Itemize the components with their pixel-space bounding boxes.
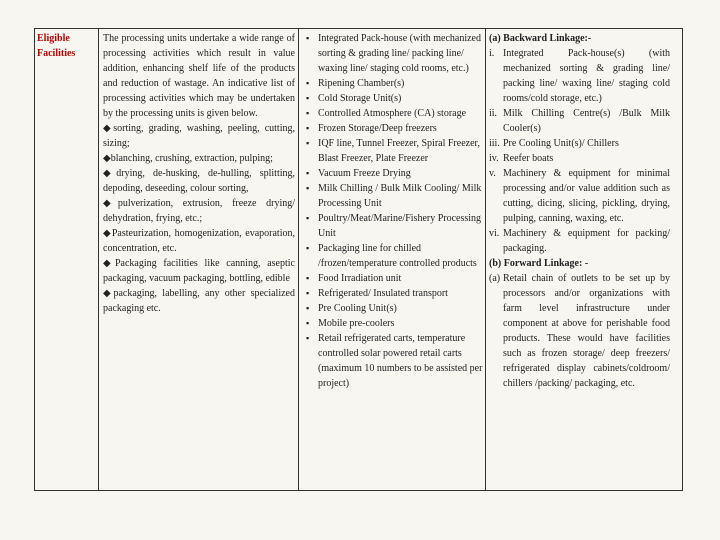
list-item: iv. Reefer boats — [489, 153, 554, 164]
backward-linkage-heading: (a) Backward Linkage:- — [489, 33, 592, 44]
list-item: v. Machinery & equipment for minimal processing and/or value addition such as cutting, dicing, slicing, pickling, drying, pulping, canning, waxing, etc. — [489, 168, 670, 224]
list-item: ▪ Pre Cooling Unit(s) — [306, 301, 483, 316]
list-item: iii. Pre Cooling Unit(s)/ Chillers — [489, 138, 619, 149]
list-item: ▪ Packaging line for chilled /frozen/temperature controlled products — [306, 241, 483, 271]
column-title: Eligible Facilities — [37, 33, 76, 59]
infrastructure-list — [306, 31, 483, 391]
list-item: ▪ Refrigerated/ Insulated transport — [306, 286, 483, 301]
processing-activities-column — [99, 29, 299, 490]
list-item: ▪ Food Irradiation unit — [306, 271, 483, 286]
list-item: (a) Retail chain of outlets to be set up by processors and/or organizations with farm level infrastructure under component at above for perishable food products. These would have facilities such as frozen storage/ deep freezers/ refrigerated display cabinets/coldroom/ chillers /packing/ packaging, etc. — [489, 273, 670, 389]
backward-linkage-list — [489, 46, 670, 256]
processing-activities-list — [103, 121, 295, 316]
list-item: ▪ Frozen Storage/Deep freezers — [306, 121, 483, 136]
list-item: ◆packaging, labelling, any other specialized packaging etc. — [103, 288, 295, 314]
list-item: ◆blanching, crushing, extraction, pulping; — [103, 153, 273, 164]
list-item: ▪ Cold Storage Unit(s) — [306, 91, 483, 106]
list-item: ▪ IQF line, Tunnel Freezer, Spiral Freezer, Blast Freezer, Plate Freezer — [306, 136, 483, 166]
forward-linkage-list — [489, 271, 670, 391]
list-item: ◆drying, de-husking, de-hulling, splitting, depoding, deseeding, colour sorting, — [103, 168, 295, 194]
list-item: ◆sorting, grading, washing, peeling, cutting, sizing; — [103, 123, 295, 149]
list-item: vi. Machinery & equipment for packing/ packaging. — [489, 228, 670, 254]
list-item: ◆Packaging facilities like canning, aseptic packaging, vacuum packaging, bottling, edible — [103, 258, 295, 284]
eligible-facilities-table — [34, 28, 683, 491]
forward-linkage-heading: (b) Forward Linkage: - — [489, 258, 589, 269]
list-item: ▪ Ripening Chamber(s) — [306, 76, 483, 91]
list-item: ▪ Retail refrigerated carts, temperature controlled solar powered retail carts (maximum 10 numbers to be assisted per project) — [306, 331, 483, 391]
eligible-facilities-column — [35, 29, 99, 490]
list-item: ▪ Poultry/Meat/Marine/Fishery Processing Unit — [306, 211, 483, 241]
list-item: i. Integrated Pack-house(s) (with mechanized sorting & grading line/ packing line/ waxing line/ staging cold rooms/cold storage, etc.) — [489, 48, 670, 104]
list-item: ▪ Integrated Pack-house (with mechanized sorting & grading line/ packing line/ waxing line/ staging cold rooms, etc.) — [306, 31, 483, 76]
processing-intro: The processing units undertake a wide range of processing activities which result in value addition, enhancing shelf life of the products and reduction of wastage. An indicative list of processing activities which may be undertaken by the processing units is given below. — [103, 33, 295, 119]
list-item: ◆pulverization, extrusion, freeze drying/ dehydration, frying, etc.; — [103, 198, 295, 224]
list-item: ii. Milk Chilling Centre(s) /Bulk Milk Cooler(s) — [489, 108, 670, 134]
linkage-column — [486, 29, 684, 490]
list-item: ▪ Vacuum Freeze Drying — [306, 166, 483, 181]
list-item: ◆Pasteurization, homogenization, evaporation, concentration, etc. — [103, 228, 295, 254]
infrastructure-column — [299, 29, 486, 490]
list-item: ▪ Controlled Atmosphere (CA) storage — [306, 106, 483, 121]
list-item: ▪ Milk Chilling / Bulk Milk Cooling/ Milk Processing Unit — [306, 181, 483, 211]
list-item: ▪ Mobile pre-coolers — [306, 316, 483, 331]
